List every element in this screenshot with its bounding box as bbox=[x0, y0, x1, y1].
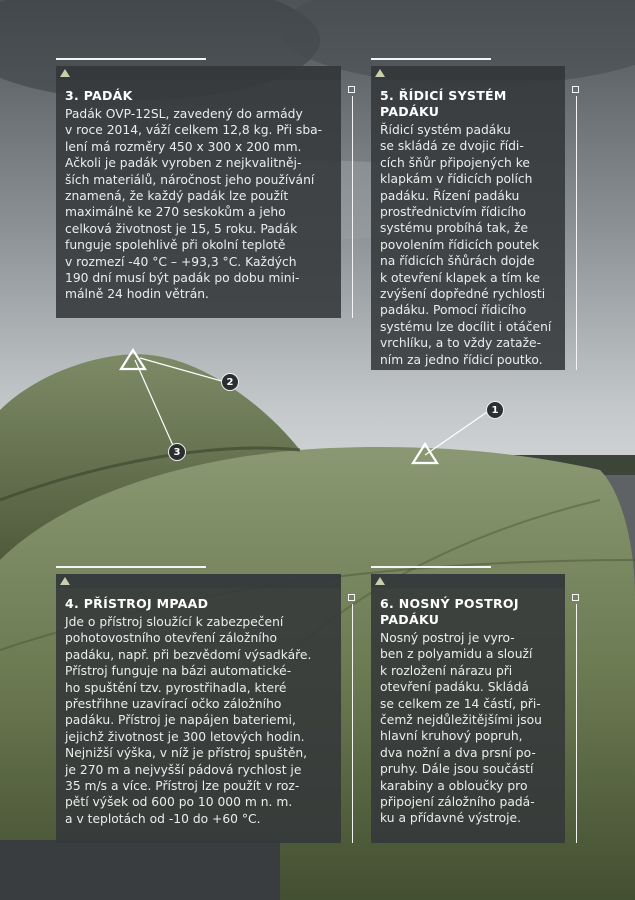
corner-square-icon bbox=[572, 594, 579, 601]
card-title: 6. NOSNÝ POSTROJ PADÁKU bbox=[380, 596, 519, 627]
card-side-line bbox=[576, 96, 577, 370]
card-body: Padák OVP-12SL, zavedený do armády v roce 2014, váží celkem 12,8 kg. Při sba- lení má rozměry 450 x 300 x 200 mm. Ačkoli je padák vyroben z nejkvalitněj- ších materiálů, náročnost jeho používání znamená, že každý padák lze použít maximálně ke 270 seskokům a jeho celková životnost je 15, 5 roku. Padák funguje spolehlivě při okolní teplotě v rozmezí -40 °C – +93,3 °C. Každých 190 dní musí být padák po dobu mini- málně 24 hodin větrán. bbox=[65, 107, 323, 302]
card-top-line bbox=[371, 58, 491, 60]
corner-square-icon bbox=[572, 86, 579, 93]
card-side-line bbox=[576, 604, 577, 843]
callout-3: 3 bbox=[168, 443, 186, 461]
card-body: Nosný postroj je vyro- ben z polyamidu a slouží k rozložení nárazu při otevření padáku. Skládá se celkem ze 14 částí, při- čemž nejdůležitějšími jsou hlavní kruhový popruh, dva nožní a dva prsní po- pruhy. Dále jsou součástí karabiny a obloučky pro připojení záložního padá- ku a přídavné výstroje. bbox=[380, 631, 542, 826]
callout-2: 2 bbox=[221, 373, 239, 391]
corner-square-icon bbox=[348, 594, 355, 601]
triangle-icon bbox=[60, 577, 70, 585]
callout-1: 1 bbox=[486, 401, 504, 419]
triangle-icon bbox=[60, 69, 70, 77]
card-header-bar bbox=[56, 66, 341, 80]
corner-square-icon bbox=[348, 86, 355, 93]
card-side-line bbox=[352, 604, 353, 843]
card-body: Řídicí systém padáku se skládá ze dvojic řídi- cích šňůr připojených ke klapkám v řídicích polích padáku. Řízení padáku prostřednictvím řídicího systému probíhá tak, že povolením řídicích poutek na řídicích šňůrách dojde k otevření klapek a tím ke zvýšení dopředné rychlosti padáku. Pomocí řídicího systému lze docílit i otáčení vrchlíku, a to vždy zataže- ním za jedno řídicí poutko. bbox=[380, 123, 552, 367]
card-header-bar bbox=[371, 574, 565, 588]
card-title: 4. PŘÍSTROJ MPAAD bbox=[65, 596, 209, 611]
card-top-line bbox=[56, 58, 206, 60]
card-body: Jde o přístroj sloužící k zabezpečení pohotovostního otevření záložního padáku, např. při bezvědomí výsadkáře. Přístroj funguje na bázi automatické- ho spuštění tzv. pyrostřihadla, které přestřihne uzavírací očko záložního padáku. Přístroj je napájen bateriemi, jejichž životnost je 300 letových hodin. Nejnižší výška, v níž je přístroj spuštěn, je 270 m a nejvyšší pádová rychlost je 35 m/s a více. Přístroj lze použít v roz- pětí výšek od 600 po 10 000 m n. m. a v teplotách od -10 do +60 °C. bbox=[65, 615, 312, 826]
card-top-line bbox=[371, 566, 491, 568]
card-title: 3. PADÁK bbox=[65, 88, 133, 103]
info-card-pristroj-mpaad bbox=[56, 588, 341, 843]
triangle-icon bbox=[375, 69, 385, 77]
card-side-line bbox=[352, 96, 353, 318]
info-card-padak bbox=[56, 80, 341, 318]
card-top-line bbox=[56, 566, 206, 568]
info-card-nosny-postroj bbox=[371, 588, 565, 843]
info-card-ridici-system bbox=[371, 80, 565, 370]
card-header-bar bbox=[371, 66, 565, 80]
card-title: 5. ŘÍDICÍ SYSTÉM PADÁKU bbox=[380, 88, 507, 119]
card-header-bar bbox=[56, 574, 341, 588]
triangle-icon bbox=[375, 577, 385, 585]
